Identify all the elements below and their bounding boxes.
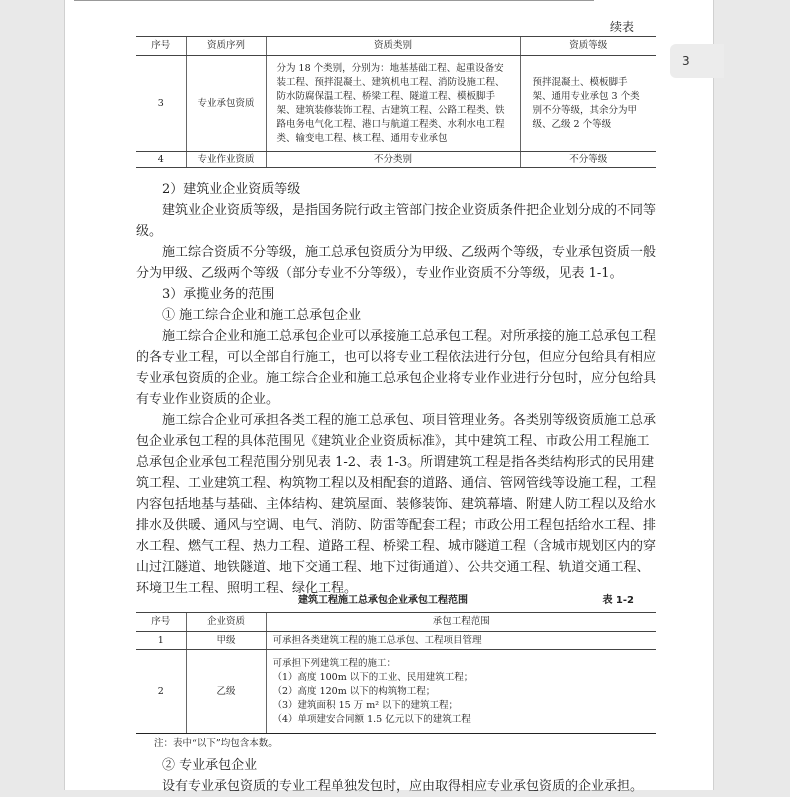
page-number-tab[interactable]: 3 xyxy=(670,44,724,78)
body-text xyxy=(136,179,656,599)
section-heading: 2）建筑业企业资质等级 xyxy=(162,182,301,197)
contract-scope-table xyxy=(136,612,656,734)
header-scope: 承包工程范围 xyxy=(266,613,656,632)
header-grade: 资质等级 xyxy=(520,37,656,56)
header-seq: 资质序列 xyxy=(186,37,266,56)
scope-line: 可承担下列建筑工程的施工： xyxy=(272,657,397,669)
cell-no: 1 xyxy=(136,632,186,650)
cell-category: 不分类别 xyxy=(266,152,520,168)
table-header-row xyxy=(136,613,656,632)
paragraph: 施工综合企业可承担各类工程的施工总承包、项目管理业务。各类别等级资质施工总承包企业承包工程的具体范围见《建筑业企业资质标准》，其中建筑工程、市政公用工程施工总承包企业承包工程范围分别见表 1-2、表 1-3。所谓建筑工程是指各类结构形式的民用建筑工程、工业建筑工程、构筑物工程以及相配套的道路、通信、管网管线等设施工程，工程内容包括地基与基础、主体结构、建筑屋面、装修装饰、建筑幕墙、附建人防工程以及给水排水及供暖、通风与空调、电气、消防、防雷等配套工程；市政公用工程包括给水工程、排水工程、燃气工程、热力工程、道路工程、桥梁工程、城市隧道工程（含城市规划区内的穿山过江隧道、地铁隧道、地下交通工程、地下过街通道）、公共交通工程、轨道交通工程、环境卫生工程、照明工程、绿化工程。 xyxy=(136,413,657,596)
cell-seq: 专业作业资质 xyxy=(186,152,266,168)
paragraph: 建筑业企业资质等级，是指国务院行政主管部门按企业资质条件把企业划分成的不同等级。 xyxy=(136,203,657,239)
paragraph: 施工综合企业和施工总承包企业可以承接施工总承包工程。对所承接的施工总承包工程的各专业工程，可以全部自行施工，也可以将专业工程依法进行分包，但应分包给具有相应专业承包资质的企业。施工综合企业和施工总承包企业将专业作业进行分包时，应分包给具有专业作业资质的企业。 xyxy=(136,329,657,407)
cell-qualification: 乙级 xyxy=(186,650,266,734)
continued-label: 续表 xyxy=(609,20,634,34)
header-no: 序号 xyxy=(136,613,186,632)
cell-scope: 可承担各类建筑工程的施工总承包、工程项目管理 xyxy=(266,632,656,650)
body-text-tail xyxy=(136,755,656,797)
table2-number: 表 1-2 xyxy=(602,595,634,606)
header-no: 序号 xyxy=(136,37,186,56)
scope-line: （1）高度 100m 以下的工业、民用建筑工程； xyxy=(272,671,474,683)
cell-qualification: 甲级 xyxy=(186,632,266,650)
subsection-heading: ① 施工综合企业和施工总承包企业 xyxy=(162,308,362,323)
table-row xyxy=(136,650,656,734)
table-row xyxy=(136,152,656,168)
scope-line: （3）建筑面积 15 万 m² 以下的建筑工程； xyxy=(272,699,459,711)
cell-seq: 专业承包资质 xyxy=(186,56,266,152)
table2-title: 建筑工程施工总承包企业承包工程范围 xyxy=(298,595,468,606)
scope-line: （4）单项建安合同额 1.5 亿元以下的建筑工程 xyxy=(272,713,471,725)
cell-grade: 不分等级 xyxy=(520,152,656,168)
cell-no: 3 xyxy=(136,56,186,152)
cell-scope xyxy=(266,650,656,734)
cell-grade: 预拌混凝土、模板脚手架、通用专业承包 3 个类别不分等级，其余分为甲级、乙级 2 个等级 xyxy=(520,56,656,152)
header-qualification: 企业资质 xyxy=(186,613,266,632)
cell-category: 分为 18 个类别，分别为：地基基础工程、起重设备安装工程、预拌混凝土、建筑机电工程、消防设施工程、防水防腐保温工程、桥梁工程、隧道工程、模板脚手架、建筑装修装饰工程、古建筑工程、公路工程类、铁路电务电气化工程、港口与航道工程类、水利水电工程类、输变电工程、核工程、通用专业承包 xyxy=(266,56,520,152)
table-row xyxy=(136,632,656,650)
paragraph: 施工综合资质不分等级，施工总承包资质分为甲级、乙级两个等级，专业承包资质一般分为甲级、乙级两个等级（部分专业不分等级），专业作业资质不分等级，见表 1-1。 xyxy=(136,245,657,281)
table2-note: 注：表中“以下”均包含本数。 xyxy=(154,738,278,749)
section-heading: 3）承揽业务的范围 xyxy=(162,287,275,302)
page-top-rule xyxy=(74,0,594,4)
paragraph: 设有专业承包资质的专业工程单独发包时，应由取得相应专业承包资质的企业承担。 xyxy=(162,779,644,794)
cell-no: 2 xyxy=(136,650,186,734)
table-row xyxy=(136,56,656,152)
subsection-heading: ② 专业承包企业 xyxy=(162,758,258,773)
qualification-table xyxy=(136,36,656,168)
cell-no: 4 xyxy=(136,152,186,168)
header-category: 资质类别 xyxy=(266,37,520,56)
scope-line: （2）高度 120m 以下的构筑物工程； xyxy=(272,685,436,697)
table-header-row xyxy=(136,37,656,56)
